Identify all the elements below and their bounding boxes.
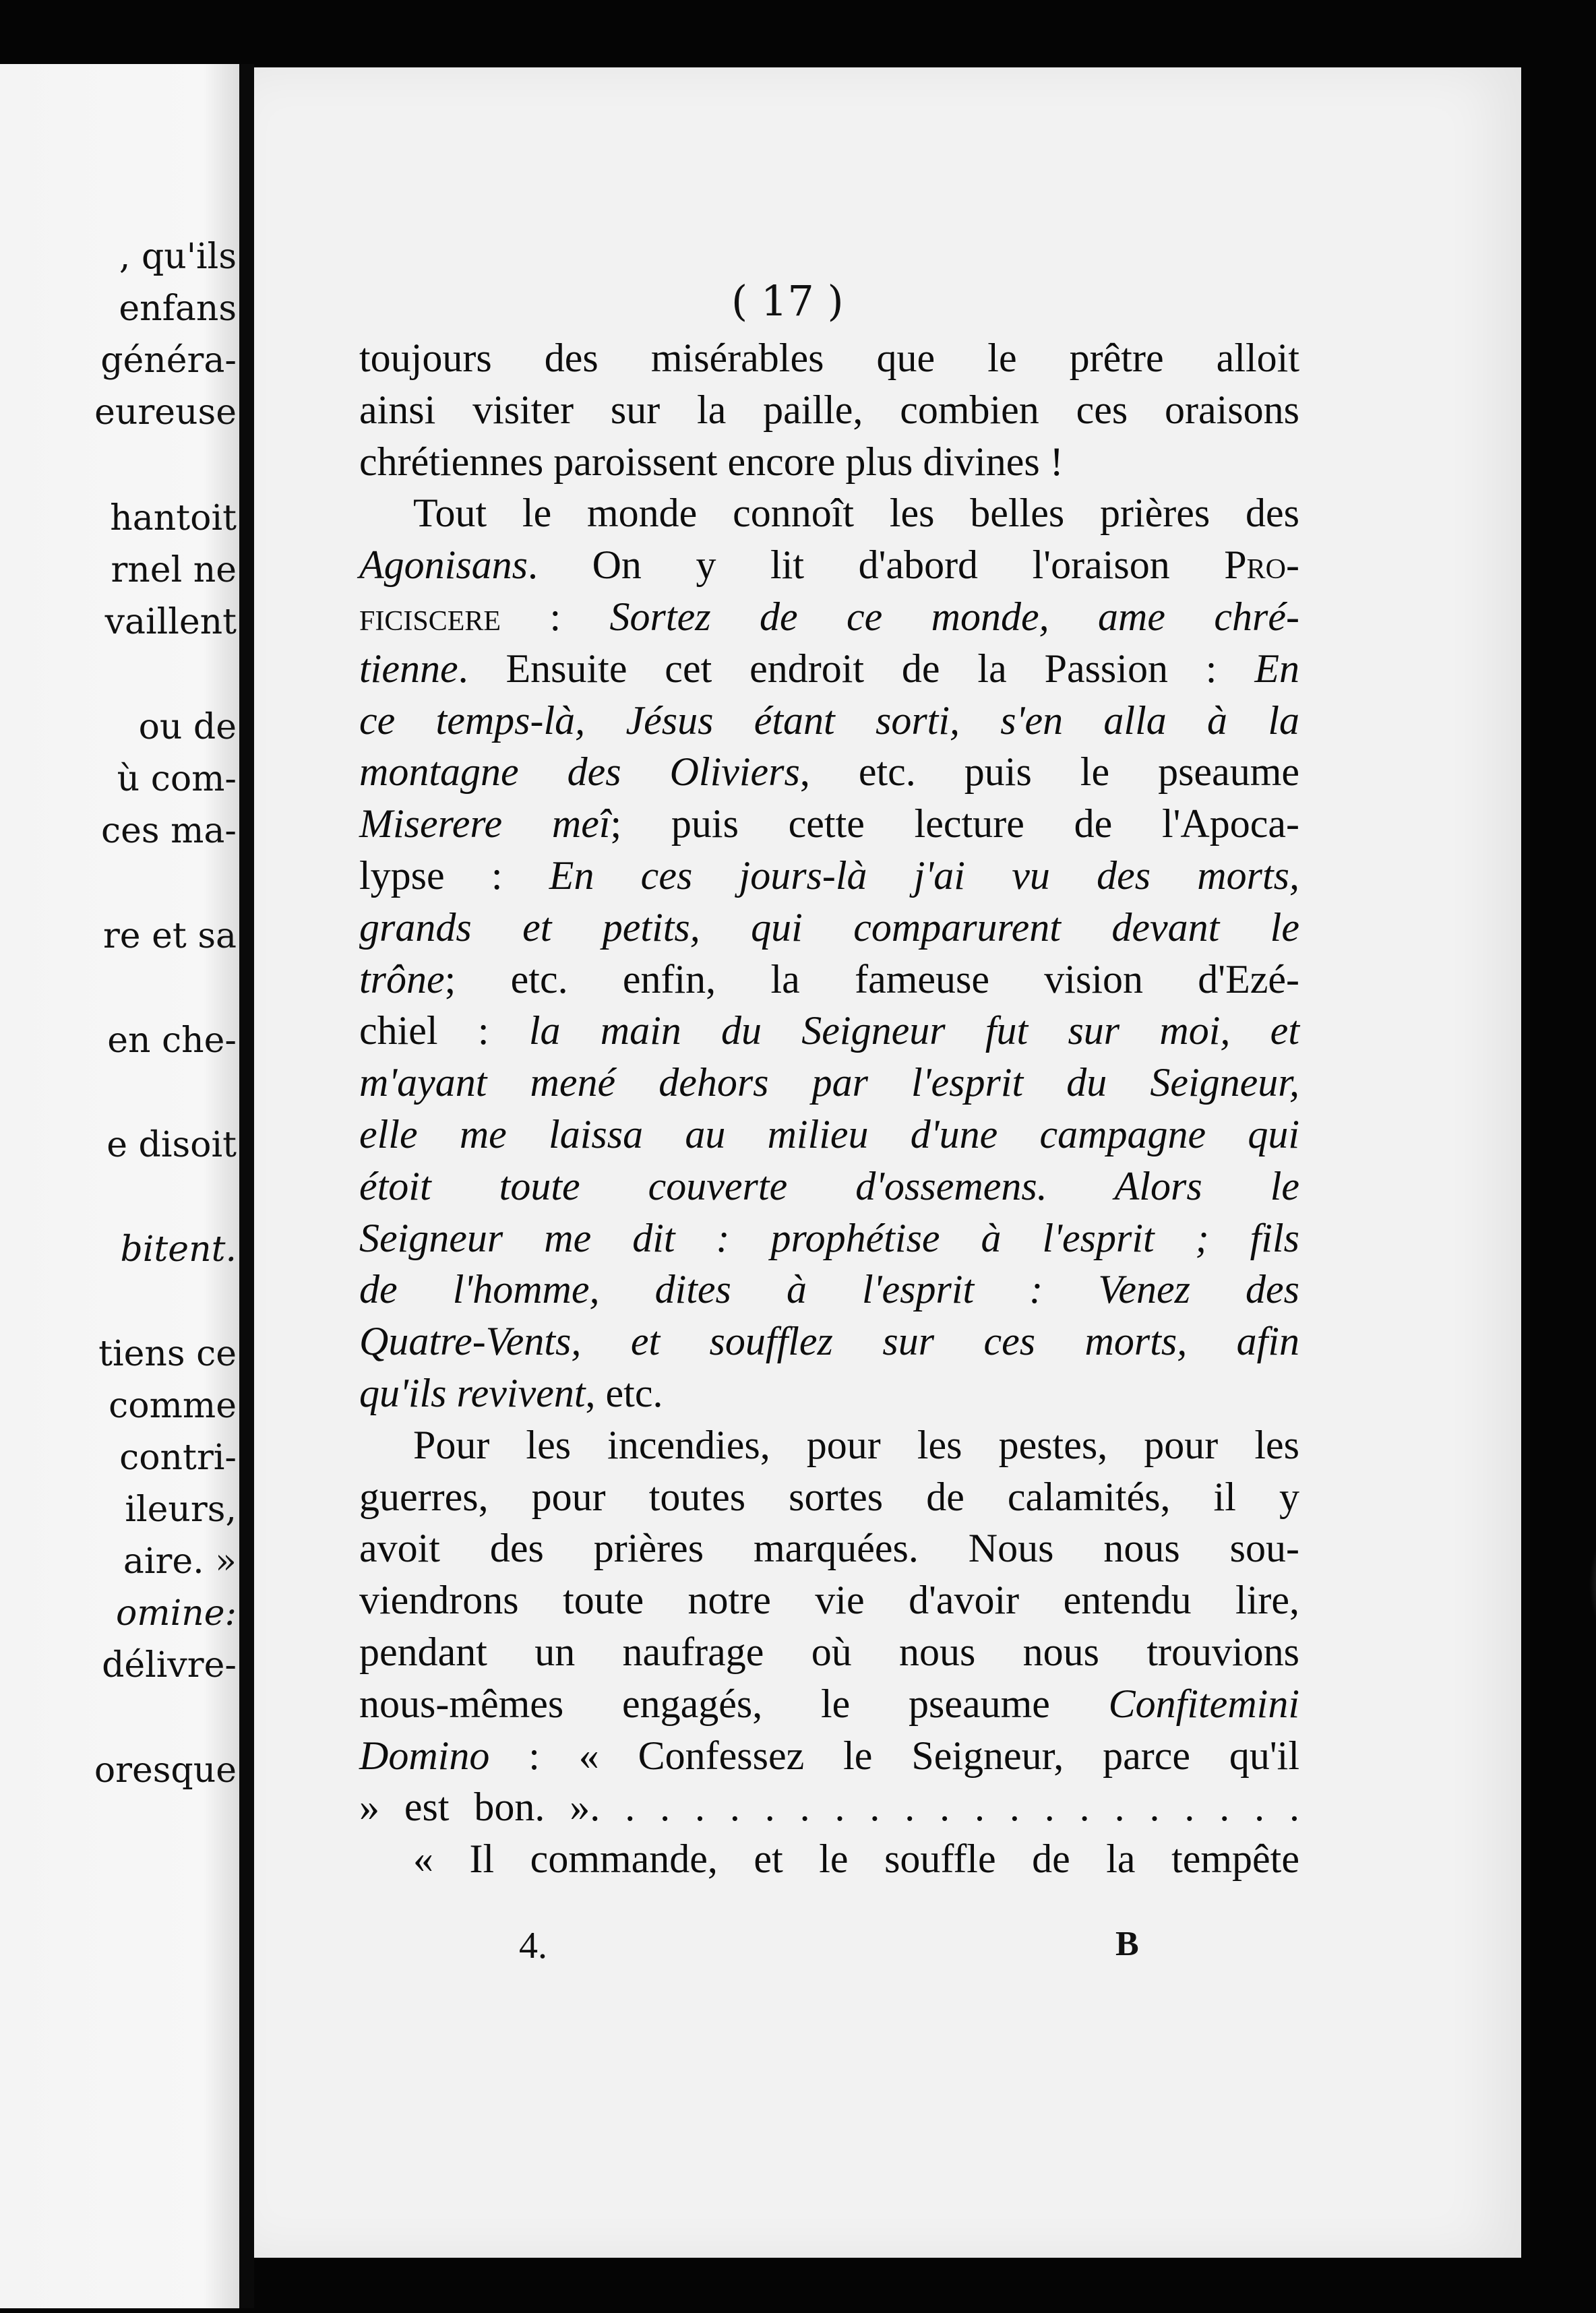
text-line (359, 798, 1299, 850)
mixed-run (359, 801, 1299, 846)
left-page-fragment: contri- (119, 1438, 237, 1478)
roman-run: ; puis cette lecture de l'Apoca- (610, 801, 1299, 846)
left-page-fragment: re et sa (102, 916, 237, 956)
text-line: étoit toute couverte d'ossemens. Alors le (359, 1163, 1299, 1208)
left-page-fragment: ou de (138, 707, 237, 747)
left-page-fragment: hantoit (110, 498, 237, 538)
text-line (359, 1367, 1299, 1419)
text-line: pendant un naufrage où nous nous trouvions (359, 1629, 1299, 1674)
mixed-run (359, 1008, 1299, 1053)
italic-run (359, 543, 1299, 587)
text-line: avoit des prières marquées. Nous nous sou- (359, 1526, 1299, 1571)
mixed-run (359, 853, 1299, 898)
mixed-run (359, 957, 1299, 1001)
italic-run: En ces jours-là j'ai vu des morts, (549, 853, 1299, 898)
left-page-fragment: tiens ce (98, 1334, 237, 1374)
left-page-fragment: e disoit (106, 1125, 237, 1165)
mixed-run (359, 1371, 663, 1415)
mixed-run (359, 646, 1299, 691)
left-page-fragment: comme (109, 1386, 237, 1426)
left-page-fragment: en che- (107, 1020, 237, 1061)
text-line: ce temps-là, Jésus étant sorti, s'en alla à la (359, 698, 1299, 743)
roman-run: . On y lit d'abord l'oraison (528, 543, 1225, 588)
text-line: Pour les incendies, pour les pestes, pour les (413, 1422, 1299, 1467)
text-line (359, 954, 1299, 1006)
italic-run: tienne (359, 646, 458, 691)
left-page-fragment: oresque (94, 1750, 237, 1791)
left-page-fragment: omine: (115, 1593, 237, 1634)
text-line: viendrons toute notre vie d'avoir entendu lire, (359, 1578, 1299, 1623)
text-line (359, 643, 1299, 695)
page-number: ( 17 ) (731, 276, 844, 326)
paper-stain (1589, 1496, 1596, 1671)
italic-run: Domino (359, 1733, 490, 1778)
text-line (359, 1005, 1299, 1057)
text-line (359, 591, 1299, 643)
left-page-fragment: aire. » (123, 1541, 237, 1582)
text-line: Quatre-Vents, et soufflez sur ces morts, afin (359, 1319, 1299, 1364)
book-gutter (239, 64, 254, 2308)
text-line: Tout le monde connoît les belles prières des (413, 491, 1299, 536)
roman-run: lypse : (359, 853, 549, 898)
small-caps-run: Pro- (1224, 543, 1299, 588)
left-page-fragment: généra- (100, 340, 237, 381)
left-page-fragment: vaillent (104, 602, 237, 642)
roman-run: ; etc. enfin, la fameuse vision d'Ezé- (444, 956, 1299, 1001)
roman-run: chiel : (359, 1008, 529, 1053)
text-line: de l'homme, dites à l'esprit : Venez des (359, 1267, 1299, 1312)
left-page-fragment: enfans (119, 288, 237, 329)
text-line (359, 746, 1299, 798)
italic-run: trône (359, 956, 445, 1001)
body-text (359, 332, 1299, 1885)
italic-run: montagne des Oliviers (359, 749, 800, 795)
left-page-fragment: bitent. (120, 1229, 237, 1270)
mixed-run (359, 1733, 1299, 1778)
small-caps-run: ficiscere (359, 594, 501, 639)
mixed-run (359, 749, 1299, 794)
italic-run: Confitemini (1108, 1681, 1299, 1726)
left-page-fragment: ces ma- (101, 811, 237, 851)
italic-run: la main du Seigneur fut sur moi, et (528, 1008, 1299, 1053)
text-line: chrétiennes paroissent encore plus divines ! (359, 439, 1064, 484)
roman-run: . Ensuite cet endroit de la Passion : (458, 646, 1255, 691)
left-page (0, 64, 239, 2308)
text-line (359, 539, 1299, 591)
left-page-fragment: rnel ne (111, 550, 237, 590)
italic-run: En (1254, 646, 1299, 691)
text-line (359, 850, 1299, 902)
text-line: grands et petits, qui comparurent devant le (359, 904, 1299, 950)
signature-mark: 4. (519, 1925, 547, 1967)
text-line: toujours des misérables que le prêtre alloit (359, 336, 1299, 380)
text-line (359, 1678, 1299, 1730)
text-line (359, 1730, 1299, 1782)
italic-run: Agonisans (359, 543, 528, 588)
text-line: guerres, pour toutes sortes de calamités, il y (359, 1474, 1299, 1519)
text-line: ainsi visiter sur la paille, combien ces oraisons (359, 387, 1299, 432)
italic-run: qu'ils revivent (359, 1370, 586, 1415)
roman-run: : (501, 594, 610, 639)
italic-run: Miserere meî (359, 801, 611, 846)
left-page-fragment: ù com- (117, 759, 237, 799)
text-line: m'ayant mené dehors par l'esprit du Seigneur, (359, 1060, 1299, 1105)
roman-run: , etc. (585, 1370, 663, 1415)
roman-run: nous-mêmes engagés, le pseaume (359, 1681, 1109, 1726)
left-page-fragment: eureuse (94, 392, 237, 433)
left-page-fragment: délivre- (102, 1645, 237, 1686)
text-line: » est bon. ». . . . . . . . . . . . . . . . . . . . . (359, 1785, 1299, 1830)
left-page-fragment: ileurs, (125, 1489, 237, 1530)
italic-run: Sortez de ce monde, ame chré- (609, 594, 1300, 639)
signature-letter: B (1115, 1925, 1139, 1963)
roman-run: : « Confessez le Seigneur, parce qu'il (489, 1733, 1299, 1778)
mixed-run (359, 1682, 1299, 1726)
text-line: « Il commande, et le souffle de la tempête (413, 1837, 1299, 1882)
roman-run: , etc. puis le pseaume (799, 749, 1299, 795)
mixed-run (359, 594, 1299, 639)
text-line: Seigneur me dit : prophétise à l'esprit ; fils (359, 1215, 1299, 1260)
text-line: elle me laissa au milieu d'une campagne qui (359, 1111, 1299, 1156)
left-page-fragment: , qu'ils (119, 237, 237, 277)
